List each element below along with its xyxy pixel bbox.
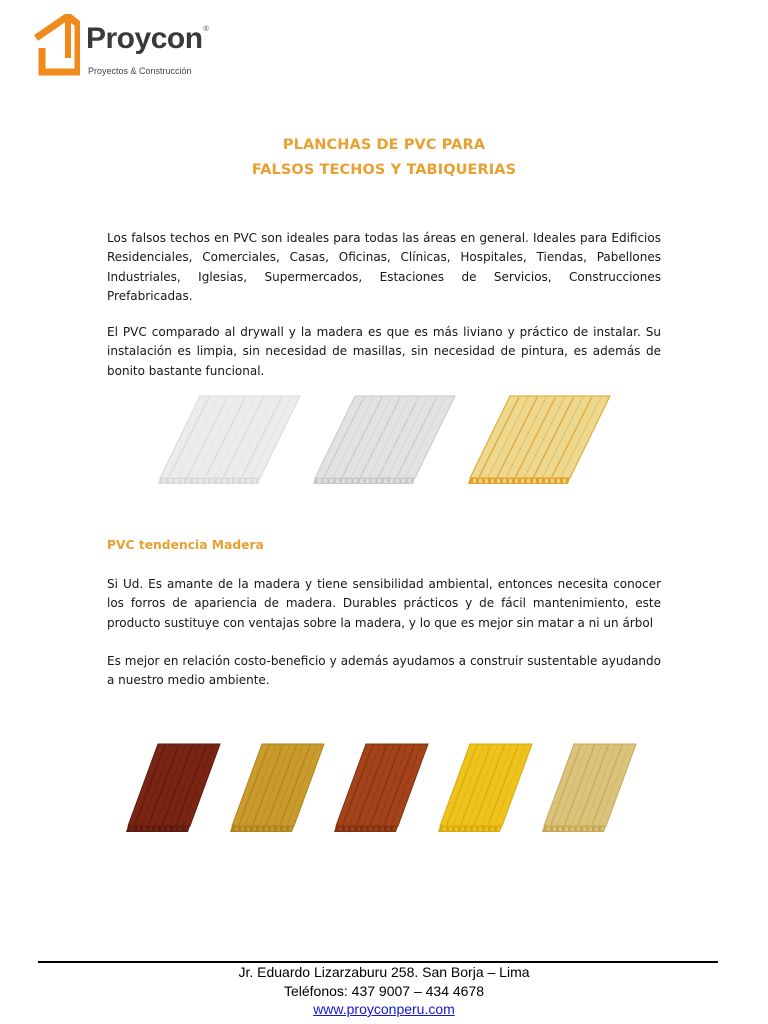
page-title-line-2: FALSOS TECHOS Y TABIQUERIAS bbox=[251, 162, 517, 178]
footer-website-line bbox=[0, 1001, 768, 1017]
cream-panel bbox=[468, 396, 610, 484]
mahogany-panel bbox=[126, 744, 220, 832]
wood-pvc-panels-row-2 bbox=[120, 740, 640, 840]
light-oak-panel bbox=[542, 744, 636, 832]
website-link[interactable]: www.proyconperu.com bbox=[313, 1001, 455, 1017]
oak-panel bbox=[230, 744, 324, 832]
white-panel bbox=[158, 396, 300, 484]
logo-name-text: Proycon bbox=[86, 22, 203, 55]
intro-paragraph-1: Los falsos techos en PVC son ideales para todas las áreas en general. Ideales para Edificios Residenciales, Comerciales, Casas, Oficinas, Clínicas, Hospitales, Tiendas, Pabellones Industriales, Iglesias, Supermercados, Estaciones de Servicios, Construcciones Prefabricadas. bbox=[107, 231, 661, 303]
gray-panel bbox=[313, 396, 455, 484]
section-heading: PVC tendencia Madera bbox=[107, 538, 264, 552]
logo-name bbox=[86, 22, 208, 56]
section-paragraph-1: Si Ud. Es amante de la madera y tiene sensibilidad ambiental, entonces necesita conocer los forros de apariencia de madera. Durables prácticos y de fácil mantenimiento, este producto sustituye con ventajas sobre la madera, y lo que es mejor sin matar a ni un árbol bbox=[107, 577, 661, 630]
footer-phones: Teléfonos: 437 9007 – 434 4678 bbox=[283, 983, 485, 999]
logo-tagline: Proyectos & Construcción bbox=[88, 66, 192, 76]
house-outline-icon bbox=[34, 14, 80, 78]
section-paragraph-2: Es mejor en relación costo-beneficio y además ayudamos a construir sustentable ayudando a nuestro medio ambiente. bbox=[107, 654, 661, 688]
registered-mark: ® bbox=[203, 26, 209, 33]
cedar-panel bbox=[334, 744, 428, 832]
company-logo bbox=[34, 14, 234, 78]
pvc-panels-row-1 bbox=[150, 392, 620, 492]
footer-divider bbox=[38, 961, 718, 963]
page-title-line-1: PLANCHAS DE PVC PARA bbox=[282, 137, 486, 153]
pine-panel bbox=[438, 744, 532, 832]
intro-paragraph-2: El PVC comparado al drywall y la madera es que es más liviano y práctico de instalar. Su instalación es limpia, sin necesidad de masillas, sin necesidad de pintura, es además de bonito bastante funcional. bbox=[107, 325, 661, 378]
footer-address: Jr. Eduardo Lizarzaburu 258. San Borja – Lima bbox=[238, 964, 530, 980]
